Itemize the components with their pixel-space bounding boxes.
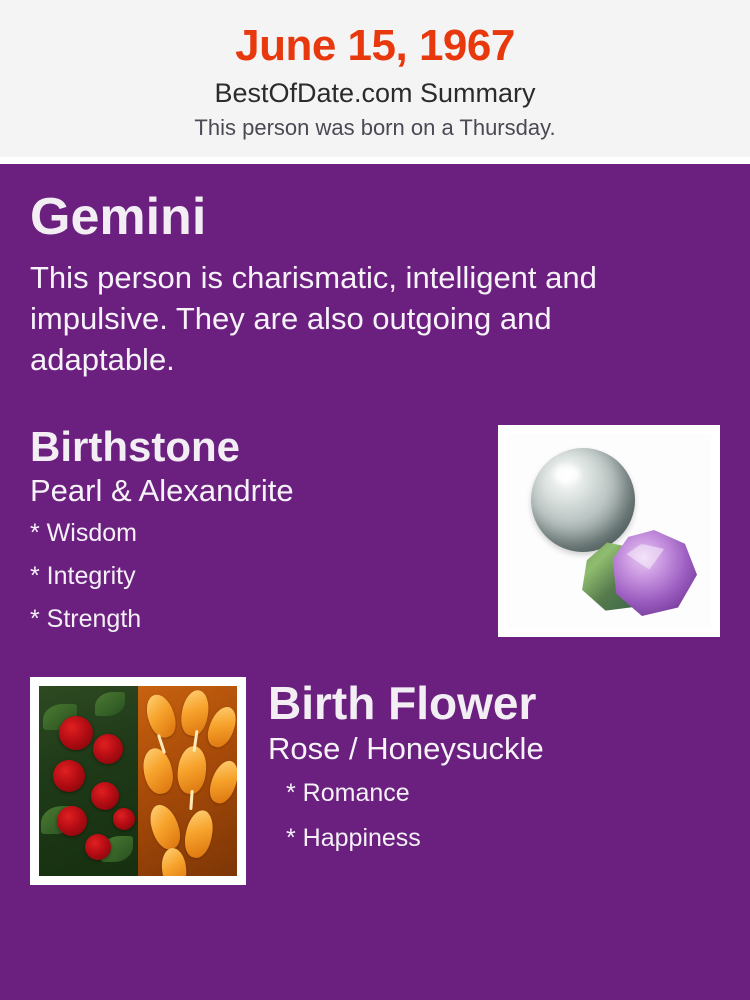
main-content [0,164,750,1000]
birthstone-text [30,425,498,632]
birthstone-trait: * Integrity [30,561,136,590]
header-divider [0,157,750,164]
page-title: June 15, 1967 [235,21,515,70]
birth-weekday-text: This person was born on a Thursday. [194,115,556,141]
site-name: BestOfDate.com Summary [214,78,536,109]
birth-flower-trait: * Happiness [286,823,421,852]
zodiac-sign-title: Gemini [30,187,207,246]
birthstone-image-canvas [507,434,711,628]
birthstone-section [30,425,720,637]
birthstone-names: Pearl & Alexandrite [30,473,294,509]
birth-flower-image-canvas [39,686,237,876]
birthstone-image [498,425,720,637]
birth-flower-text [268,677,720,871]
birth-flower-image [30,677,246,885]
honeysuckle-graphic [138,686,237,876]
birthstone-trait: * Wisdom [30,518,137,547]
roses-graphic [39,686,138,876]
zodiac-section [30,187,720,381]
zodiac-description: This person is charismatic, intelligent and impulsive. They are also outgoing and adaptable. [30,260,597,378]
header [0,0,750,157]
birth-flower-section [30,677,720,885]
birthstone-trait: * Strength [30,604,142,633]
birth-flower-trait: * Romance [286,778,410,807]
birthstone-title: Birthstone [30,423,240,471]
pearl-graphic [531,448,635,552]
birth-flower-names: Rose / Honeysuckle [268,731,544,767]
birth-flower-title: Birth Flower [268,677,537,730]
